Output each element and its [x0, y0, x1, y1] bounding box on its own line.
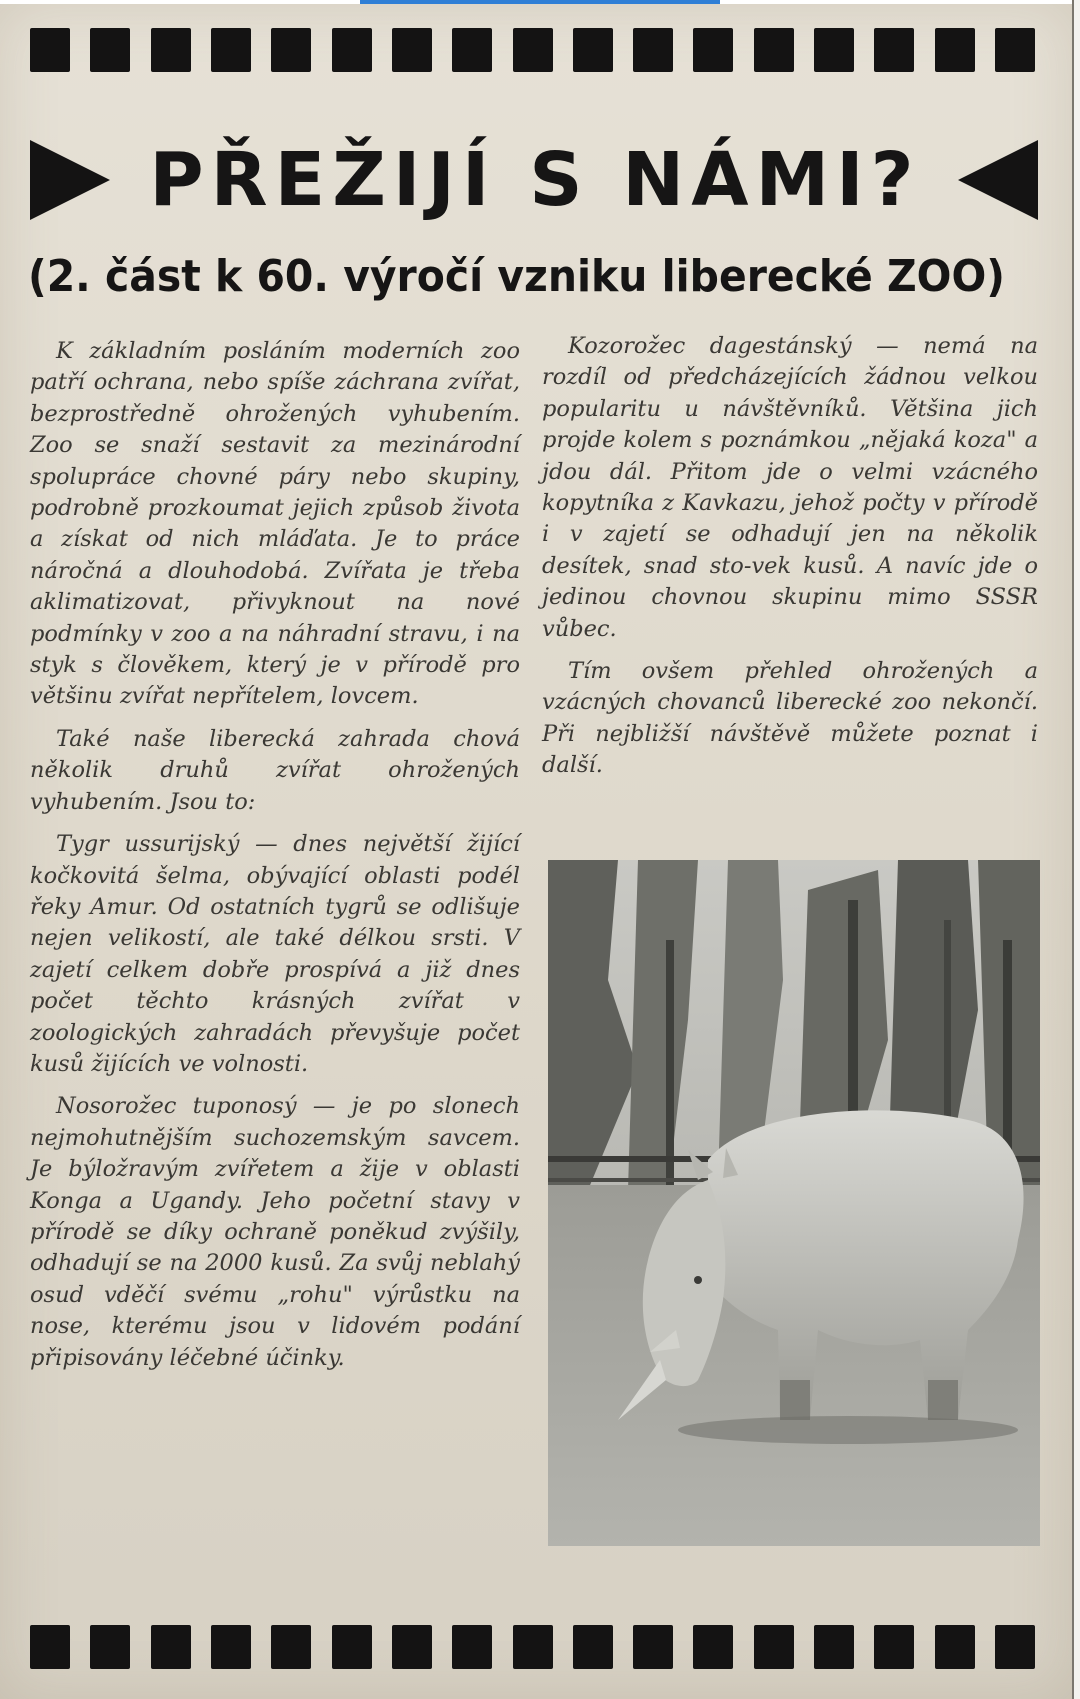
subheadline: (2. část k 60. výročí vzniku liberecké ZOO) — [28, 251, 1005, 302]
arrow-right-icon — [30, 140, 110, 220]
rhinoceros-photo — [548, 860, 1040, 1546]
rhinoceros-illustration — [548, 860, 1040, 1546]
page-edge — [1072, 0, 1080, 1699]
right-column — [542, 331, 1038, 793]
left-column — [30, 336, 520, 1385]
paragraph: Také naše liberecká zahrada chová několik druhů zvířat ohrožených vyhubením. Jsou to: — [30, 725, 520, 815]
paragraph: Nosorožec tuponosý — je po slonech nejmohutnějším suchozemským savcem. Je býložravým zvířetem a žije v oblasti Konga a Ugandy. Jeho početní stavy v přírodě se díky ochraně poněkud zvýšily, odhadují se na 2000 kusů. Za svůj neblahý osud vděčí svému „rohu" výrůstku na nose, kterému jsou v lidovém podání připisovány léčebné účinky. — [30, 1093, 520, 1371]
paragraph: Tím ovšem přehled ohrožených a vzácných chovanců liberecké zoo nekončí. Při nejbližší návštěvě můžete poznat i další. — [542, 658, 1038, 779]
paragraph: K základním posláním moderních zoo patří ochrana, nebo spíše záchrana zvířat, bezprostředně ohrožených vyhubením. Zoo se snaží sestavit za mezinárodní spolupráce chovné páry nebo skupiny, podrobně prozkoumat jejich způsob života a získat od nich mláďata. Je to práce náročná a dlouhodobá. Zvířata je třeba aklimatizovat, přivyknout na nové podmínky v zoo a na náhradní stravu, i na styk s člověkem, který je v přírodě pro většinu zvířat nepřítelem, lovcem. — [30, 338, 520, 710]
paragraph: Kozorožec dagestánský — nemá na rozdíl od předcházejících žádnou velkou popularitu u návštěvníků. Většina jich projde kolem s poznámkou „nějaká koza" a jdou dál. Přitom jde o velmi vzácného kopytníka z Kavkazu, jehož počty v přírodě i v zajetí se odhadují jen na několik desítek, snad sto-vek kusů. A navíc jde o jedinou chovnou skupinu mimo SSSR vůbec. — [542, 333, 1038, 642]
film-strip-bottom — [30, 1625, 1035, 1669]
arrow-left-icon — [958, 140, 1038, 220]
film-strip-top — [30, 28, 1035, 72]
paragraph: Tygr ussurijský — dnes největší žijící kočkovitá šelma, obývající oblasti podél řeky Amur. Od ostatních tygrů se odlišuje nejen velikostí, ale také délkou srsti. V zajetí celkem dobře prospívá a již dnes počet těchto krásných zvířat v zoologických zahradách převyšuje počet kusů žijících ve volnosti. — [30, 831, 520, 1077]
headline: PŘEŽIJÍ S NÁMI? — [149, 137, 921, 223]
